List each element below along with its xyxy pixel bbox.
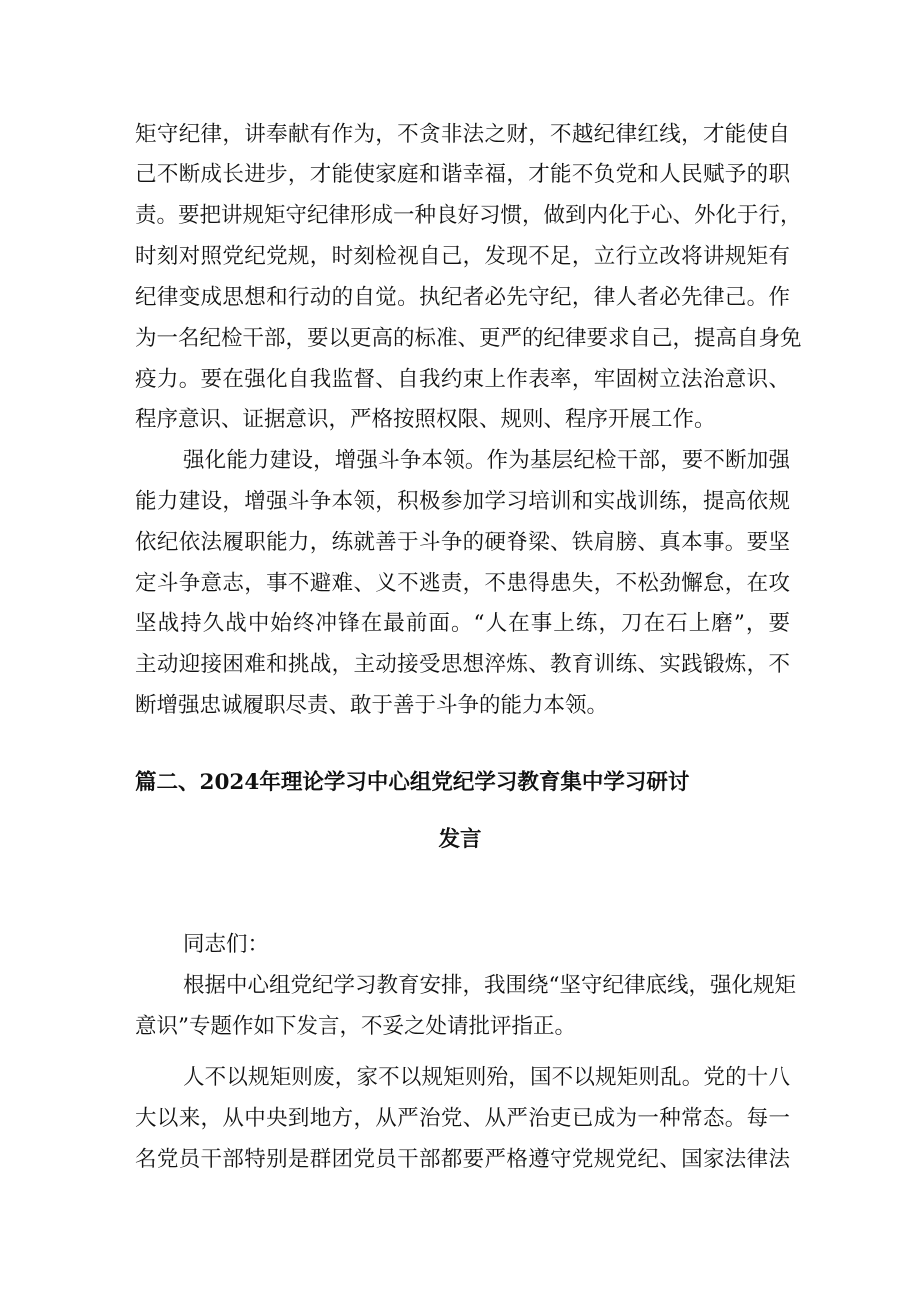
paragraph-line: 名党员干部特别是群团党员干部都要严格遵守党规党纪、国家法律法 xyxy=(135,1147,790,1172)
paragraph-line: 疫力。要在强化自我监督、自我约束上作表率，牢固树立法治意识、 xyxy=(135,367,790,392)
section-heading-continued: 发言 xyxy=(438,827,482,852)
paragraph-line: 定斗争意志，事不避难、义不逃责，不患得患失，不松劲懈怠，在攻 xyxy=(135,571,790,596)
paragraph-line: 能力建设，增强斗争本领，积极参加学习培训和实战训练，提高依规 xyxy=(135,489,790,514)
paragraph-line: 责。要把讲规矩守纪律形成一种良好习惯，做到内化于心、外化于行， xyxy=(135,203,802,228)
paragraph-line: 意识”专题作如下发言，不妥之处请批评指正。 xyxy=(135,1014,576,1039)
paragraph-line: 断增强忠诚履职尽责、敢于善于斗争的能力本领。 xyxy=(135,693,609,718)
paragraph-line: 时刻对照党纪党规，时刻检视自己，发现不足，立行立改将讲规矩有 xyxy=(135,244,790,269)
paragraph-line: 主动迎接困难和挑战，主动接受思想淬炼、教育训练、实践锻炼，不 xyxy=(135,652,790,677)
paragraph-line: 依纪依法履职能力，练就善于斗争的硬脊梁、铁肩膀、真本事。要坚 xyxy=(135,530,790,555)
paragraph-line: 为一名纪检干部，要以更高的标准、更严的纪律要求自己，提高自身免 xyxy=(135,326,802,351)
paragraph-line: 根据中心组党纪学习教育安排，我围绕“坚守纪律底线，强化规矩 xyxy=(183,973,796,998)
paragraph-line: 坚战持久战中始终冲锋在最前面。“人在事上练，刀在石上磨”，要 xyxy=(135,611,790,636)
paragraph-line: 纪律变成思想和行动的自觉。执纪者必先守纪，律人者必先律己。作 xyxy=(135,285,790,310)
paragraph-line: 人不以规矩则废，家不以规矩则殆，国不以规矩则乱。党的十八 xyxy=(183,1065,790,1090)
paragraph-line: 程序意识、证据意识，严格按照权限、规则、程序开展工作。 xyxy=(135,407,716,432)
paragraph-line: 强化能力建设，增强斗争本领。作为基层纪检干部，要不断加强 xyxy=(183,448,790,473)
paragraph-line: 大以来，从中央到地方，从严治党、从严治吏已成为一种常态。每一 xyxy=(135,1106,790,1131)
section-heading: 篇二、2024年理论学习中心组党纪学习教育集中学习研讨 xyxy=(135,770,690,795)
paragraph-line: 矩守纪律，讲奉献有作为，不贪非法之财，不越纪律红线，才能使自 xyxy=(135,122,790,147)
salutation: 同志们： xyxy=(183,932,270,957)
paragraph-line: 己不断成长进步，才能使家庭和谐幸福，才能不负党和人民赋予的职 xyxy=(135,162,790,187)
